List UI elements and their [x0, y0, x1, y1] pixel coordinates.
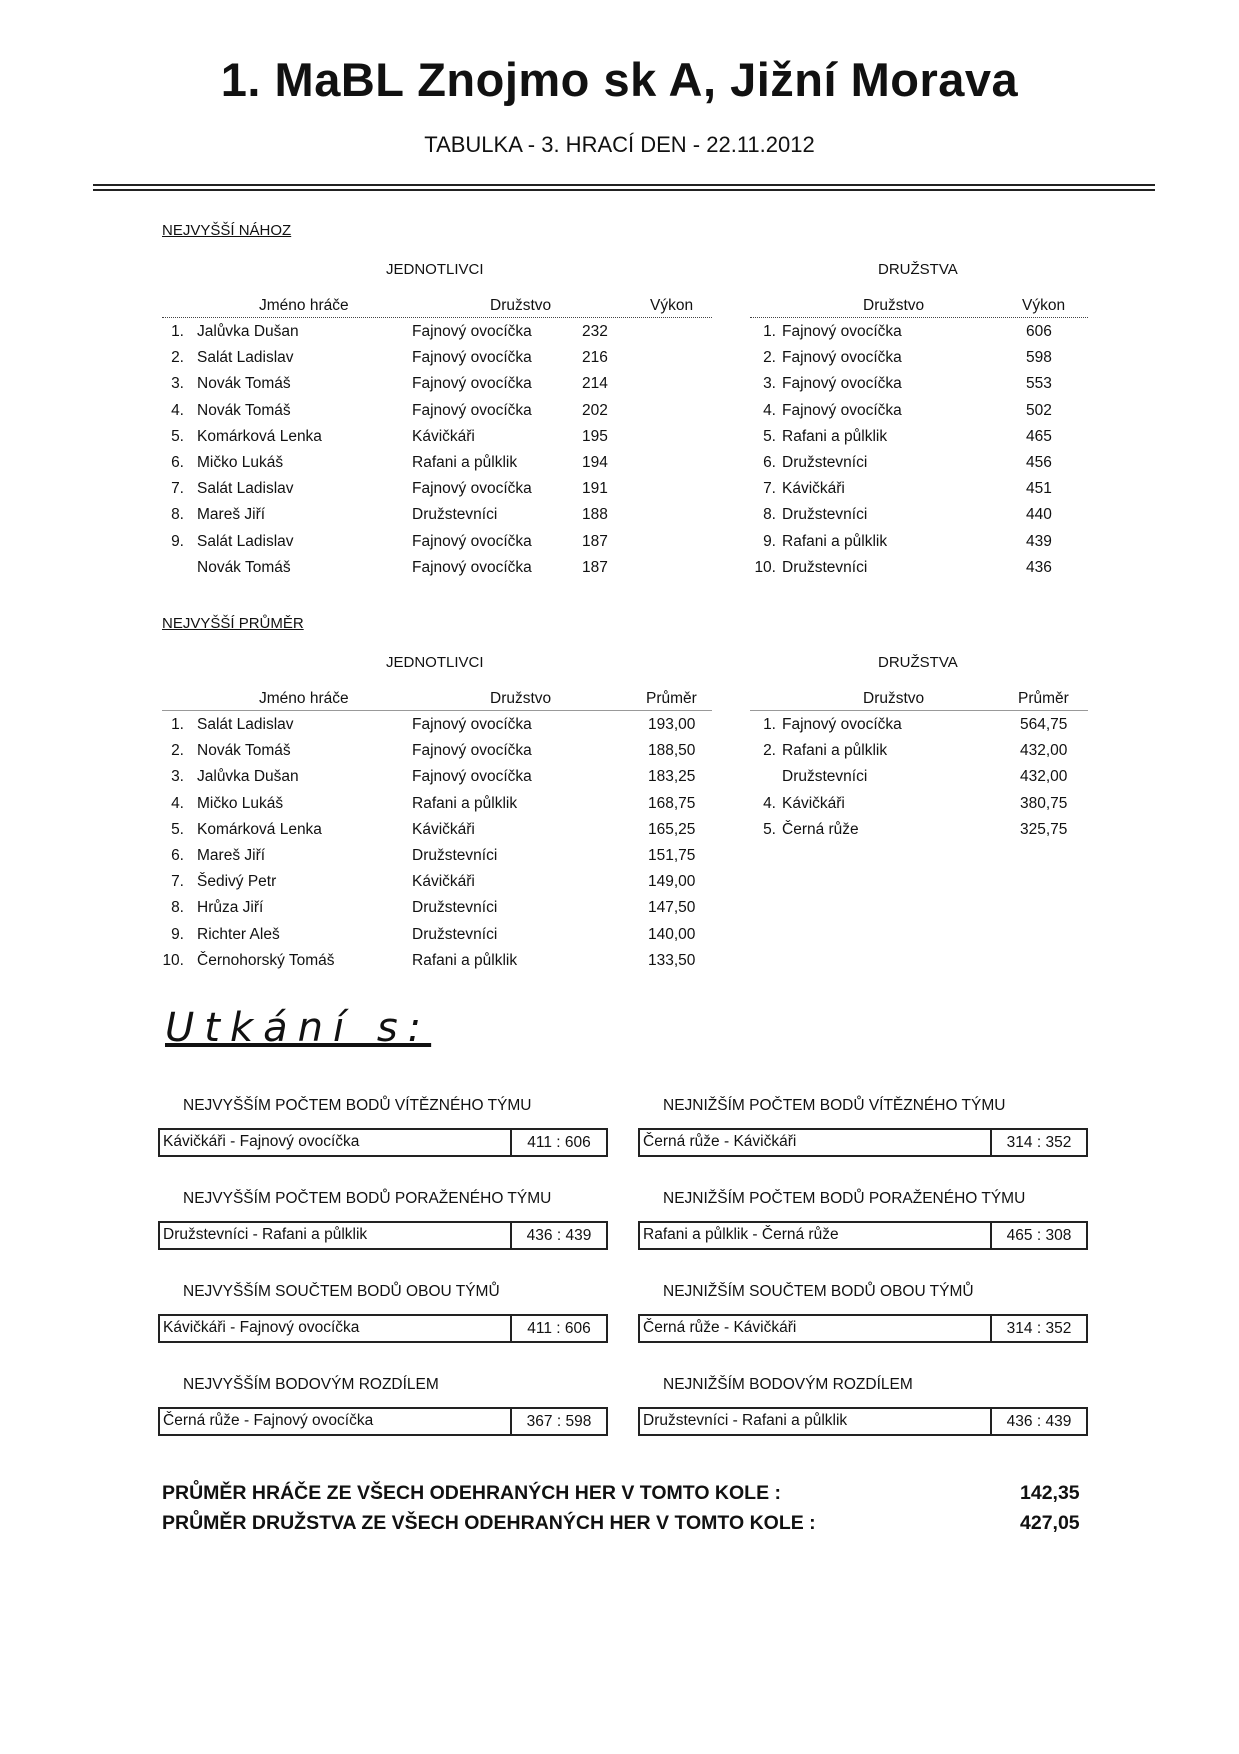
match-score: 465 : 308	[990, 1223, 1086, 1248]
row-value: 147,50	[648, 899, 696, 917]
table-row	[162, 533, 712, 559]
row-value: 456	[1026, 453, 1052, 471]
table-row	[750, 716, 1088, 742]
row-value: 216	[582, 349, 608, 367]
match-category-label: NEJVYŠŠÍM POČTEM BODŮ PORAŽENÉHO TÝMU	[183, 1190, 552, 1207]
row-player-name: Richter Aleš	[197, 925, 280, 943]
group-title-teams: DRUŽSTVA	[878, 261, 958, 278]
row-rank: 5.	[763, 820, 776, 838]
group-title-teams: DRUŽSTVA	[878, 654, 958, 671]
col-header-team: Družstvo	[863, 690, 925, 707]
row-value: 232	[582, 323, 608, 340]
row-team: Černá růže	[782, 820, 859, 838]
header-rule-bottom	[93, 189, 1155, 191]
row-rank: 7.	[763, 480, 776, 498]
table-row	[750, 402, 1088, 428]
table-row	[162, 873, 712, 899]
high-throw-teams-table	[750, 297, 1088, 587]
row-team: Fajnový ovocíčka	[782, 323, 902, 340]
row-player-name: Jalůvka Dušan	[197, 323, 299, 340]
match-score: 367 : 598	[510, 1409, 606, 1434]
match-result-box	[638, 1221, 1088, 1250]
row-rank: 2.	[171, 349, 184, 367]
match-teams: Družstevníci - Rafani a půlklik	[163, 1226, 368, 1243]
row-rank: 9.	[171, 925, 184, 943]
table-row	[162, 821, 712, 847]
match-result-box	[638, 1128, 1088, 1157]
section-title-high-avg: NEJVYŠŠÍ PRŮMĚR	[162, 615, 304, 632]
col-header-value: Průměr	[1018, 690, 1069, 707]
row-team: Družstevníci	[782, 558, 868, 576]
row-player-name: Mičko Lukáš	[197, 794, 284, 812]
row-player-name: Novák Tomáš	[197, 401, 291, 419]
row-player-name: Mareš Jiří	[197, 506, 266, 524]
table-row	[162, 349, 712, 375]
row-value: 564,75	[1020, 716, 1068, 733]
table-row	[162, 768, 712, 794]
match-category-label: NEJNIŽŠÍM POČTEM BODŮ VÍTĚZNÉHO TÝMU	[663, 1097, 1006, 1114]
row-team: Fajnový ovocíčka	[412, 716, 532, 733]
match-result-box	[638, 1407, 1088, 1436]
col-header-team: Družstvo	[490, 297, 552, 314]
row-team: Kávičkáři	[782, 794, 845, 812]
row-value: 193,00	[648, 716, 696, 733]
match-teams: Černá růže - Kávičkáři	[643, 1319, 797, 1336]
row-value: 195	[582, 427, 608, 445]
row-value: 133,50	[648, 951, 696, 969]
row-rank: 1.	[763, 716, 776, 733]
col-header-name: Jméno hráče	[259, 690, 349, 707]
match-teams: Kávičkáři - Fajnový ovocíčka	[163, 1319, 360, 1336]
match-result-box	[158, 1407, 608, 1436]
table-header	[750, 690, 1088, 711]
row-team: Družstevníci	[782, 453, 868, 471]
table-row	[162, 716, 712, 742]
row-player-name: Šedivý Petr	[197, 873, 277, 891]
table-row	[162, 428, 712, 454]
player-average-value: 142,35	[1020, 1482, 1080, 1504]
table-row	[162, 506, 712, 532]
row-player-name: Komárková Lenka	[197, 820, 322, 838]
row-team: Rafani a půlklik	[782, 532, 888, 550]
player-average-label: PRŮMĚR HRÁČE ZE VŠECH ODEHRANÝCH HER V TOMTO KOLE :	[162, 1482, 781, 1504]
row-value: 502	[1026, 401, 1052, 419]
row-rank: 2.	[763, 742, 776, 760]
row-team: Družstevníci	[412, 846, 498, 864]
row-value: 140,00	[648, 925, 696, 943]
group-title-individuals: JEDNOTLIVCI	[386, 261, 484, 278]
row-team: Fajnový ovocíčka	[782, 401, 902, 419]
row-rank: 1.	[763, 323, 776, 340]
row-team: Družstevníci	[782, 768, 868, 786]
row-rank: 2.	[171, 742, 184, 760]
row-player-name: Salát Ladislav	[197, 532, 294, 550]
match-teams: Kávičkáři - Fajnový ovocíčka	[163, 1133, 360, 1150]
row-player-name: Salát Ladislav	[197, 480, 294, 498]
match-category-label: NEJNIŽŠÍM BODOVÝM ROZDÍLEM	[663, 1376, 913, 1393]
row-rank: 7.	[171, 480, 184, 498]
row-value: 598	[1026, 349, 1052, 367]
match-teams: Černá růže - Fajnový ovocíčka	[163, 1412, 374, 1429]
col-header-value: Výkon	[650, 297, 694, 314]
row-team: Kávičkáři	[412, 873, 475, 891]
row-value: 187	[582, 558, 608, 576]
match-teams: Rafani a půlklik - Černá růže	[643, 1226, 839, 1243]
row-value: 439	[1026, 532, 1052, 550]
match-teams: Družstevníci - Rafani a půlklik	[643, 1412, 848, 1429]
row-team: Fajnový ovocíčka	[412, 742, 532, 760]
row-team: Fajnový ovocíčka	[412, 323, 532, 340]
table-row	[162, 402, 712, 428]
row-rank: 4.	[763, 401, 776, 419]
row-rank: 9.	[171, 532, 184, 550]
table-header	[162, 297, 712, 318]
row-rank: 1.	[171, 716, 184, 733]
row-team: Fajnový ovocíčka	[782, 349, 902, 367]
row-team: Fajnový ovocíčka	[412, 401, 532, 419]
table-row	[750, 768, 1088, 794]
row-value: 432,00	[1020, 768, 1068, 786]
match-category-label: NEJVYŠŠÍM BODOVÝM ROZDÍLEM	[183, 1376, 439, 1393]
match-result-box	[158, 1221, 608, 1250]
col-header-team: Družstvo	[490, 690, 552, 707]
match-result-box	[158, 1314, 608, 1343]
row-rank: 3.	[763, 375, 776, 393]
row-team: Fajnový ovocíčka	[782, 375, 902, 393]
row-team: Rafani a půlklik	[782, 427, 888, 445]
table-row	[162, 847, 712, 873]
row-value: 432,00	[1020, 742, 1068, 760]
table-row	[162, 795, 712, 821]
match-result-box	[158, 1128, 608, 1157]
row-rank: 8.	[171, 899, 184, 917]
row-team: Fajnový ovocíčka	[782, 716, 902, 733]
row-value: 553	[1026, 375, 1052, 393]
table-row	[750, 533, 1088, 559]
row-team: Fajnový ovocíčka	[412, 375, 532, 393]
match-score: 314 : 352	[990, 1316, 1086, 1341]
row-team: Kávičkáři	[782, 480, 845, 498]
row-value: 188,50	[648, 742, 696, 760]
row-rank: 5.	[171, 820, 184, 838]
match-score: 314 : 352	[990, 1130, 1086, 1155]
match-teams: Černá růže - Kávičkáři	[643, 1133, 797, 1150]
match-score: 411 : 606	[510, 1316, 606, 1341]
row-value: 380,75	[1020, 794, 1068, 812]
row-rank: 7.	[171, 873, 184, 891]
match-score: 436 : 439	[990, 1409, 1086, 1434]
row-rank: 4.	[763, 794, 776, 812]
row-player-name: Mičko Lukáš	[197, 453, 284, 471]
row-value: 151,75	[648, 846, 696, 864]
match-category-label: NEJVYŠŠÍM SOUČTEM BODŮ OBOU TÝMŮ	[183, 1283, 500, 1300]
row-rank: 1.	[171, 323, 184, 340]
row-value: 440	[1026, 506, 1052, 524]
row-team: Rafani a půlklik	[412, 951, 518, 969]
row-team: Kávičkáři	[412, 427, 475, 445]
row-team: Rafani a půlklik	[412, 453, 518, 471]
row-value: 191	[582, 480, 608, 498]
row-team: Fajnový ovocíčka	[412, 349, 532, 367]
row-player-name: Hrůza Jiří	[197, 899, 264, 917]
matches-heading: Utkání s:	[165, 1005, 432, 1051]
row-value: 149,00	[648, 873, 696, 891]
row-value: 183,25	[648, 768, 696, 786]
row-value: 325,75	[1020, 820, 1068, 838]
row-rank: 9.	[763, 532, 776, 550]
row-player-name: Jalůvka Dušan	[197, 768, 299, 786]
table-row	[750, 821, 1088, 847]
row-rank: 4.	[171, 401, 184, 419]
row-player-name: Novák Tomáš	[197, 375, 291, 393]
row-value: 194	[582, 453, 608, 471]
row-rank: 10.	[162, 951, 184, 969]
match-result-box	[638, 1314, 1088, 1343]
row-value: 436	[1026, 558, 1052, 576]
table-row	[750, 375, 1088, 401]
row-rank: 8.	[763, 506, 776, 524]
table-row	[750, 559, 1088, 585]
row-team: Družstevníci	[412, 925, 498, 943]
row-team: Družstevníci	[412, 506, 498, 524]
table-row	[162, 899, 712, 925]
table-row	[750, 742, 1088, 768]
row-value: 465	[1026, 427, 1052, 445]
row-rank: 10.	[754, 558, 776, 576]
row-rank: 8.	[171, 506, 184, 524]
row-rank: 2.	[763, 349, 776, 367]
row-team: Rafani a půlklik	[782, 742, 888, 760]
row-team: Kávičkáři	[412, 820, 475, 838]
row-rank: 3.	[171, 375, 184, 393]
table-header	[162, 690, 712, 711]
high-throw-individuals-table	[162, 297, 712, 587]
row-rank: 4.	[171, 794, 184, 812]
header-rule-top	[93, 184, 1155, 186]
table-row	[750, 349, 1088, 375]
table-row	[750, 428, 1088, 454]
row-rank: 6.	[171, 846, 184, 864]
row-team: Fajnový ovocíčka	[412, 532, 532, 550]
high-avg-teams-table	[750, 690, 1088, 850]
col-header-team: Družstvo	[863, 297, 925, 314]
table-row	[162, 952, 712, 978]
group-title-individuals: JEDNOTLIVCI	[386, 654, 484, 671]
section-title-high-throw: NEJVYŠŠÍ NÁHOZ	[162, 222, 292, 239]
table-row	[750, 454, 1088, 480]
row-rank: 6.	[171, 453, 184, 471]
col-header-value: Výkon	[1022, 297, 1066, 314]
table-row	[162, 742, 712, 768]
table-row	[750, 506, 1088, 532]
page-title: 1. MaBL Znojmo sk A, Jižní Morava	[220, 53, 1019, 106]
table-row	[750, 480, 1088, 506]
table-row	[162, 375, 712, 401]
row-team: Družstevníci	[412, 899, 498, 917]
row-value: 165,25	[648, 820, 696, 838]
row-player-name: Černohorský Tomáš	[197, 951, 335, 969]
row-value: 606	[1026, 323, 1052, 340]
row-player-name: Salát Ladislav	[197, 349, 294, 367]
row-rank: 3.	[171, 768, 184, 786]
row-rank: 6.	[763, 453, 776, 471]
col-header-value: Průměr	[646, 690, 697, 707]
row-player-name: Komárková Lenka	[197, 427, 322, 445]
row-value: 202	[582, 401, 608, 419]
row-value: 214	[582, 375, 608, 393]
row-value: 451	[1026, 480, 1052, 498]
match-category-label: NEJVYŠŠÍM POČTEM BODŮ VÍTĚZNÉHO TÝMU	[183, 1097, 532, 1114]
row-team: Fajnový ovocíčka	[412, 480, 532, 498]
table-header	[750, 297, 1088, 318]
row-value: 187	[582, 532, 608, 550]
row-player-name: Novák Tomáš	[197, 742, 291, 760]
table-row	[162, 926, 712, 952]
team-average-value: 427,05	[1020, 1512, 1080, 1534]
row-rank: 5.	[171, 427, 184, 445]
table-row	[162, 559, 712, 585]
high-avg-individuals-table	[162, 690, 712, 980]
row-team: Rafani a půlklik	[412, 794, 518, 812]
row-player-name: Mareš Jiří	[197, 846, 266, 864]
match-category-label: NEJNIŽŠÍM SOUČTEM BODŮ OBOU TÝMŮ	[663, 1283, 974, 1300]
row-rank: 5.	[763, 427, 776, 445]
row-value: 188	[582, 506, 608, 524]
match-score: 411 : 606	[510, 1130, 606, 1155]
table-row	[162, 480, 712, 506]
row-player-name: Novák Tomáš	[197, 558, 291, 576]
row-player-name: Salát Ladislav	[197, 716, 294, 733]
row-value: 168,75	[648, 794, 696, 812]
row-team: Fajnový ovocíčka	[412, 558, 532, 576]
match-category-label: NEJNIŽŠÍM POČTEM BODŮ PORAŽENÉHO TÝMU	[663, 1190, 1026, 1207]
row-team: Fajnový ovocíčka	[412, 768, 532, 786]
col-header-name: Jméno hráče	[259, 297, 349, 314]
row-team: Družstevníci	[782, 506, 868, 524]
table-row	[750, 795, 1088, 821]
table-row	[162, 454, 712, 480]
team-average-label: PRŮMĚR DRUŽSTVA ZE VŠECH ODEHRANÝCH HER V TOMTO KOLE :	[162, 1512, 816, 1534]
table-row	[162, 323, 712, 349]
table-row	[750, 323, 1088, 349]
page-subtitle: TABULKA - 3. HRACÍ DEN - 22.11.2012	[424, 132, 815, 157]
match-score: 436 : 439	[510, 1223, 606, 1248]
